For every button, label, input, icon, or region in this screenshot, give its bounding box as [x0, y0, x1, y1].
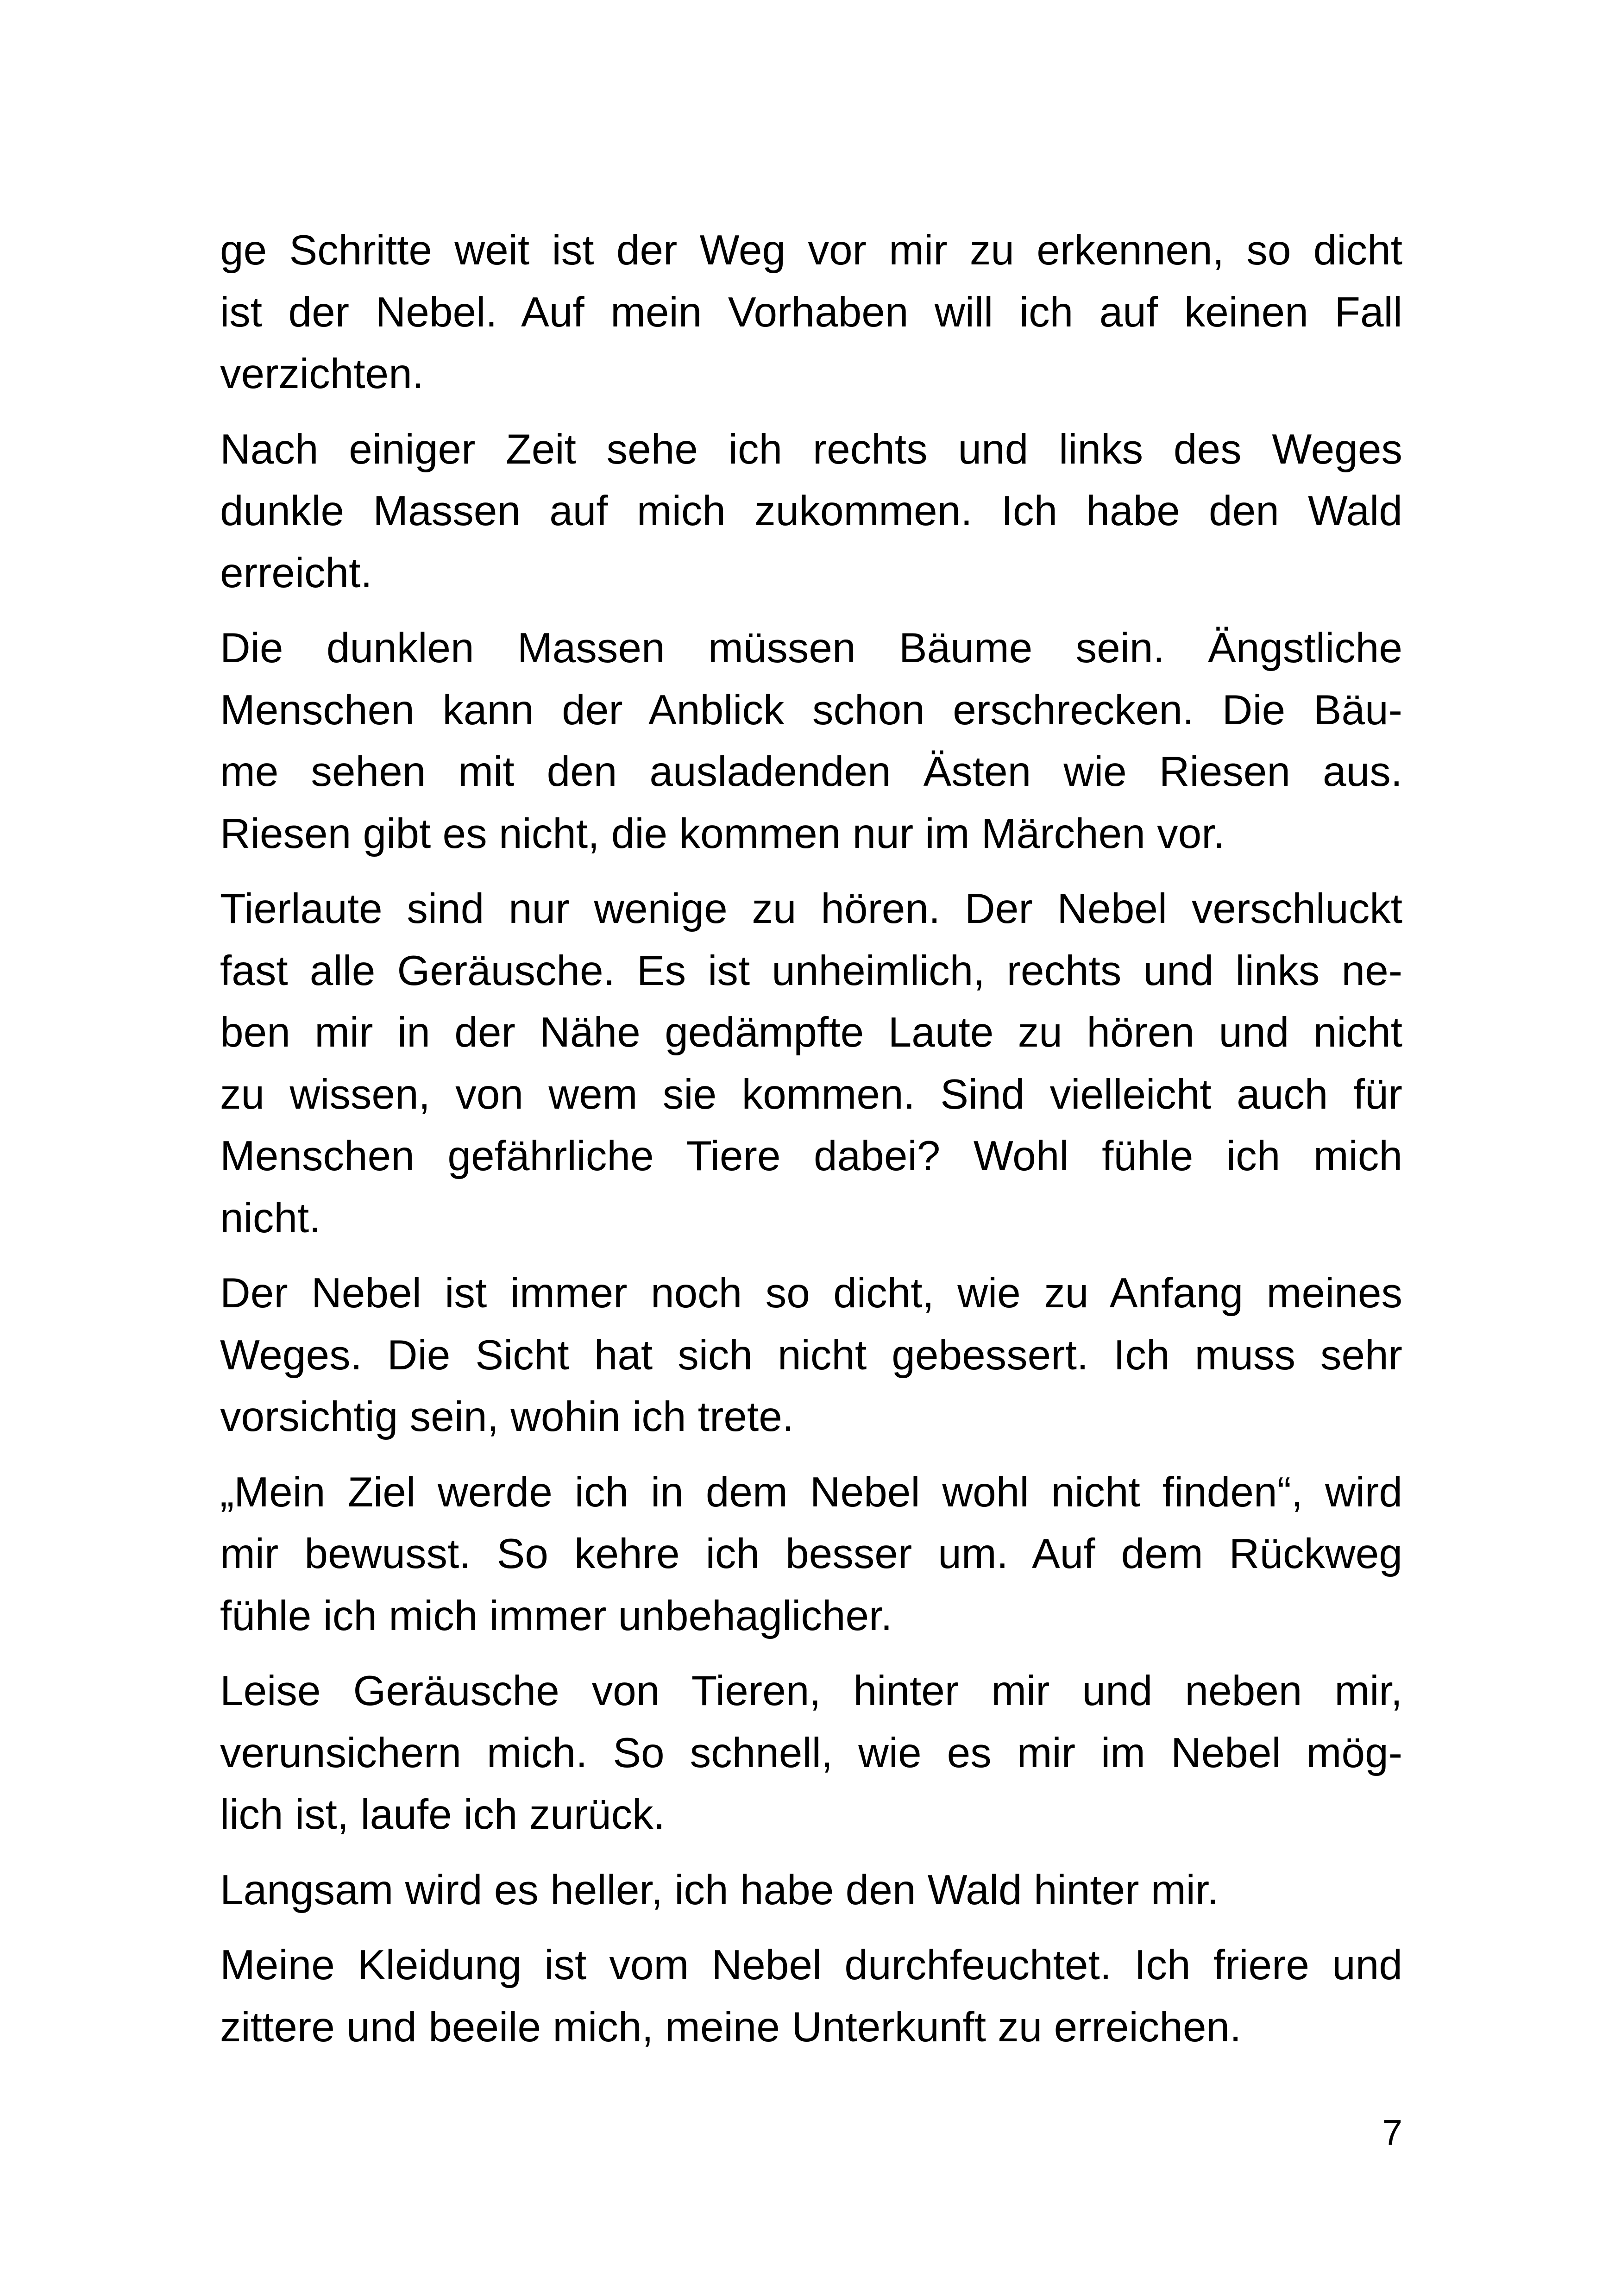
paragraph — [220, 419, 1402, 604]
text-line: Weges. Die Sicht hat sich nicht gebessert. Ich muss sehr — [220, 1331, 1402, 1379]
text-line: me sehen mit den ausladenden Ästen wie Riesen aus. — [220, 748, 1402, 795]
text-line: nicht. — [220, 1194, 321, 1242]
text-line: Leise Geräusche von Tieren, hinter mir und neben mir, — [220, 1668, 1402, 1714]
paragraph — [220, 1462, 1402, 1647]
paragraph — [220, 1859, 1402, 1921]
text-line: zittere und beeile mich, meine Unterkunft zu erreichen. — [220, 2003, 1242, 2051]
text-line: ben mir in der Nähe gedämpfte Laute zu hören und nicht — [220, 1009, 1402, 1056]
text-line: Menschen gefährliche Tiere dabei? Wohl fühle ich mich — [220, 1133, 1402, 1179]
text-line: fühle ich mich immer unbehaglicher. — [220, 1592, 892, 1639]
paragraph — [220, 617, 1402, 865]
text-line: ge Schritte weit ist der Weg vor mir zu erkennen, so dicht — [220, 227, 1402, 274]
body-text — [220, 220, 1402, 2071]
paragraph — [220, 220, 1402, 405]
paragraph — [220, 1934, 1402, 2058]
text-line: Meine Kleidung ist vom Nebel durchfeuchtet. Ich friere und — [220, 1942, 1402, 1989]
text-line: lich ist, laufe ich zurück. — [220, 1791, 665, 1838]
text-line: verzichten. — [220, 351, 424, 397]
text-line: Tierlaute sind nur wenige zu hören. Der Nebel verschluckt — [220, 885, 1402, 932]
text-line: Nach einiger Zeit sehe ich rechts und links des Weges — [220, 426, 1402, 473]
text-line: fast alle Geräusche. Es ist unheimlich, rechts und links ne- — [220, 947, 1402, 994]
text-line: „Mein Ziel werde ich in dem Nebel wohl nicht finden“, wird — [220, 1468, 1402, 1516]
text-line: Langsam wird es heller, ich habe den Wald hinter mir. — [220, 1866, 1219, 1913]
paragraph — [220, 878, 1402, 1249]
paragraph — [220, 1262, 1402, 1448]
text-line: Menschen kann der Anblick schon erschrecken. Die Bäu- — [220, 686, 1402, 734]
text-line: vorsichtig sein, wohin ich trete. — [220, 1393, 794, 1440]
page-number: 7 — [1382, 2112, 1402, 2153]
text-line: dunkle Massen auf mich zukommen. Ich habe den Wald — [220, 488, 1402, 534]
text-line: ist der Nebel. Auf mein Vorhaben will ich auf keinen Fall — [220, 289, 1402, 336]
text-line: erreicht. — [220, 549, 372, 596]
text-line: zu wissen, von wem sie kommen. Sind vielleicht auch für — [220, 1071, 1402, 1118]
text-line: Die dunklen Massen müssen Bäume sein. Ängstliche — [220, 625, 1402, 671]
text-line: mir bewusst. So kehre ich besser um. Auf dem Rückweg — [220, 1531, 1402, 1577]
paragraph — [220, 1660, 1402, 1846]
text-line: verunsichern mich. So schnell, wie es mir im Nebel mög- — [220, 1729, 1402, 1776]
text-line: Riesen gibt es nicht, die kommen nur im Märchen vor. — [220, 810, 1225, 857]
text-line: Der Nebel ist immer noch so dicht, wie zu Anfang meines — [220, 1270, 1402, 1317]
